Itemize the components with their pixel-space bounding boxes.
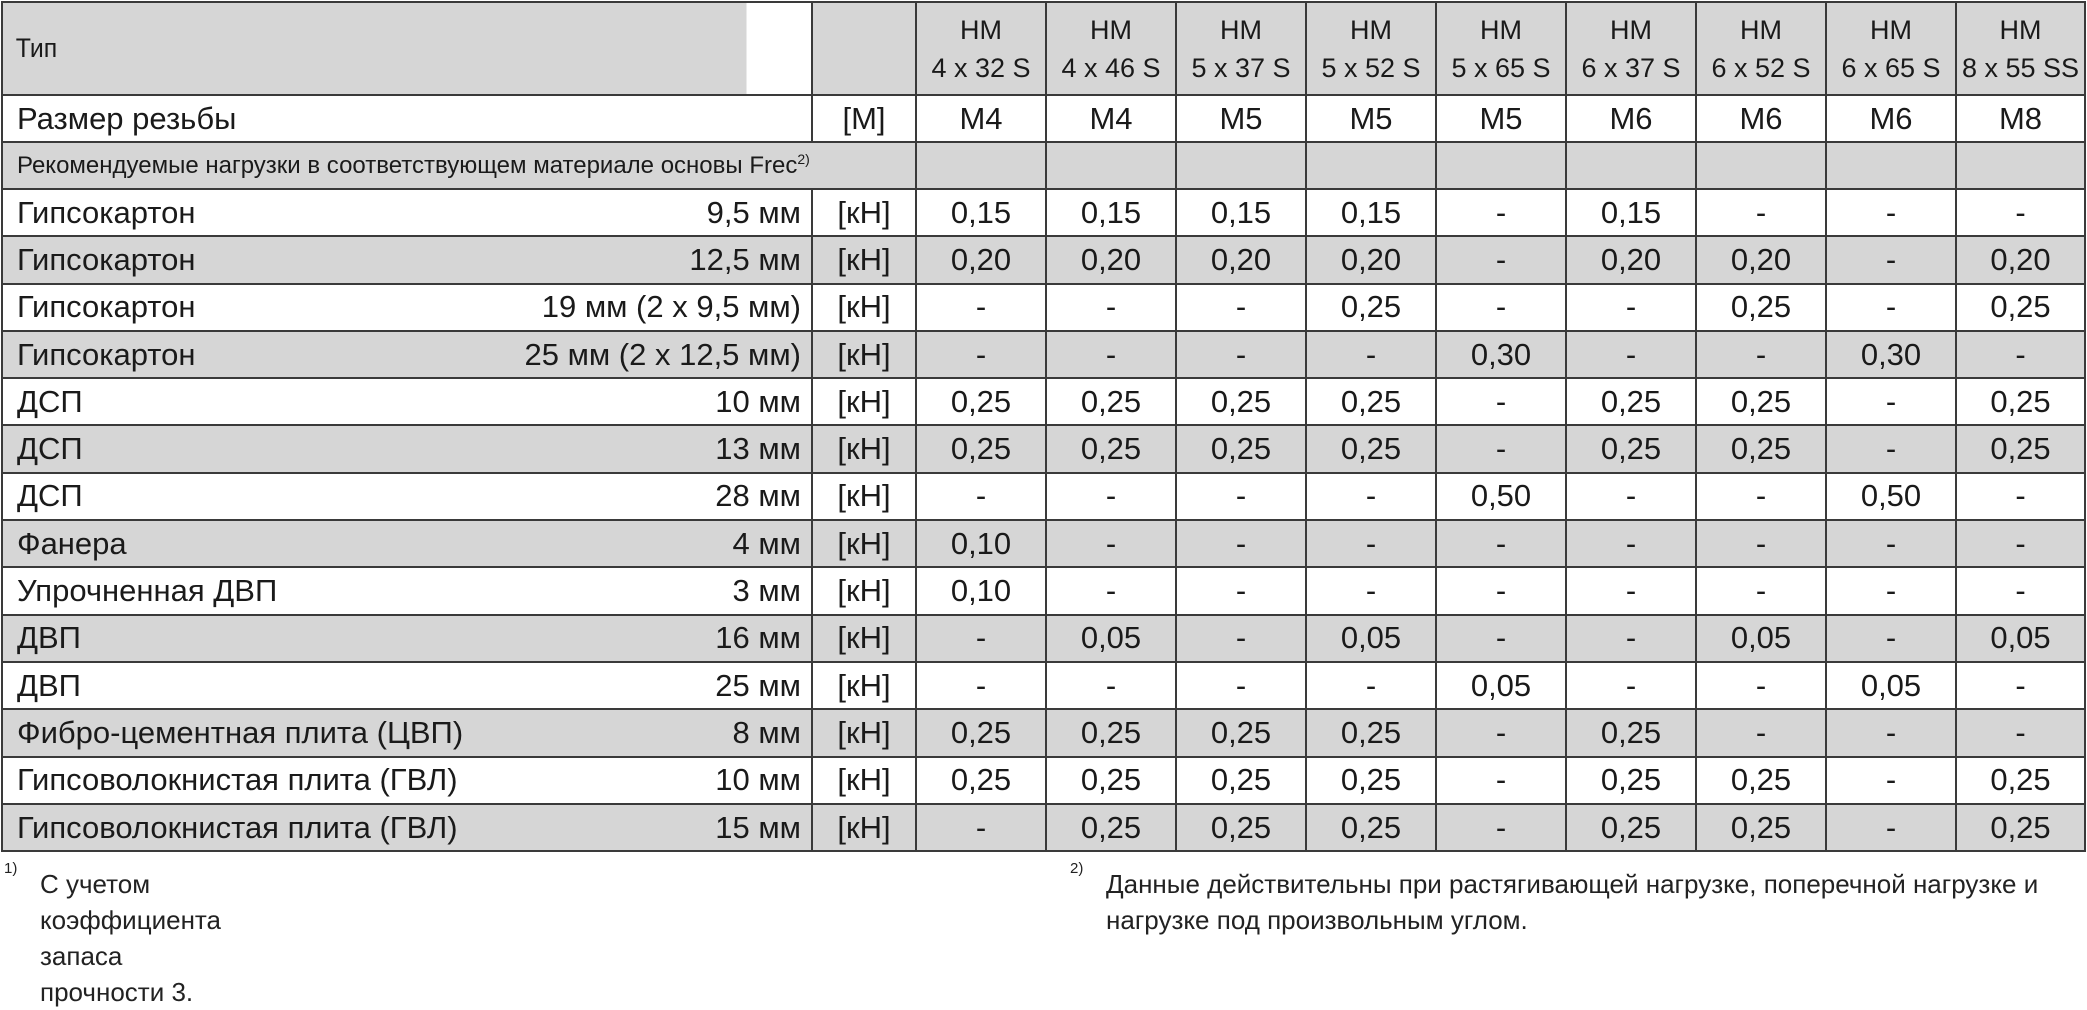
unit-cell: [кН] [812,567,916,614]
load-value-cell: - [1176,662,1306,709]
load-value-cell: - [1826,804,1956,851]
thread-size-6: M6 [1566,95,1696,142]
load-value-cell: 0,15 [1176,189,1306,236]
load-value-cell: - [1436,567,1566,614]
material-cell [2,473,812,520]
load-value-cell: 0,25 [1696,284,1826,331]
thread-size-2: M4 [1046,95,1176,142]
load-value-cell: 0,25 [1956,757,2085,804]
table-row [2,709,2085,756]
load-value-cell: - [1046,473,1176,520]
unit-cell: [кН] [812,331,916,378]
load-value-cell: - [1956,520,2085,567]
recommended-loads-row [2,142,2085,189]
load-value-cell: 0,25 [1956,804,2085,851]
material-thickness: 28 мм [715,478,801,514]
model-header-3 [1176,2,1306,95]
unit-cell: [кН] [812,284,916,331]
model-size: 8 x 55 SS [1961,52,2080,83]
load-value-cell: - [1696,709,1826,756]
material-cell [2,615,812,662]
model-series: HM [1220,14,1262,45]
unit-cell: [кН] [812,236,916,283]
model-size: 5 x 65 S [1451,52,1551,83]
material-thickness: 8 мм [732,714,801,750]
unit-cell: [кН] [812,520,916,567]
thread-size-3: M5 [1176,95,1306,142]
material-thickness: 3 мм [732,573,801,609]
load-value-cell: 0,50 [1436,473,1566,520]
load-value-cell: 0,05 [1696,615,1826,662]
thread-size-9: M8 [1956,95,2085,142]
load-value-cell: 0,10 [916,567,1046,614]
load-value-cell: - [1826,757,1956,804]
load-value-cell: 0,25 [1176,804,1306,851]
load-value-cell: 0,25 [1306,425,1436,472]
load-value-cell: - [1436,236,1566,283]
model-series: HM [1999,14,2042,45]
table-row [2,378,2085,425]
load-value-cell: 0,25 [1566,757,1696,804]
model-header-8 [1826,2,1956,95]
material-cell [2,757,812,804]
material-cell [2,567,812,614]
load-value-cell: 0,10 [916,520,1046,567]
table-row [2,567,2085,614]
unit-cell: [кН] [812,473,916,520]
recommended-blank-cell [1306,142,1436,189]
load-value-cell: 0,25 [1696,757,1826,804]
load-value-cell: 0,05 [1826,662,1956,709]
load-value-cell: - [1176,331,1306,378]
table-row [2,662,2085,709]
model-header-row [2,2,2085,95]
thread-size-4: M5 [1306,95,1436,142]
material-cell [2,425,812,472]
material-name: Фанера [17,525,127,561]
load-value-cell: - [1826,378,1956,425]
load-value-cell: - [1306,331,1436,378]
load-value-cell: 0,25 [1566,804,1696,851]
model-size: 6 x 37 S [1581,52,1681,83]
model-series: HM [1090,14,1132,45]
load-value-cell: 0,25 [916,709,1046,756]
unit-cell: [кН] [812,189,916,236]
model-size: 6 x 52 S [1711,52,1811,83]
material-cell [2,284,812,331]
table-row [2,189,2085,236]
load-value-cell: 0,25 [1046,709,1176,756]
load-value-cell: - [1436,709,1566,756]
unit-cell: [кН] [812,378,916,425]
footnote-2-mark: 2) [1070,860,1084,877]
load-table-container [1,1,2084,852]
material-thickness: 25 мм (2 x 12,5 мм) [524,336,801,372]
thread-size-1: M4 [916,95,1046,142]
load-value-cell: - [1176,284,1306,331]
table-row [2,284,2085,331]
recommended-blank-cell [1436,142,1566,189]
load-value-cell: 0,25 [916,757,1046,804]
table-row [2,615,2085,662]
model-header-7 [1696,2,1826,95]
load-value-cell: - [916,284,1046,331]
table-row [2,473,2085,520]
load-value-cell: - [1826,189,1956,236]
model-size: 5 x 52 S [1321,52,1421,83]
recommended-blank-cell [1046,142,1176,189]
load-value-cell: 0,05 [1436,662,1566,709]
material-name: Гипсоволокнистая плита (ГВЛ) [17,762,458,798]
load-value-cell: 0,25 [1566,378,1696,425]
load-value-cell: 0,25 [1566,709,1696,756]
load-value-cell: - [1436,189,1566,236]
model-header-1 [916,2,1046,95]
model-header-4 [1306,2,1436,95]
load-value-cell: 0,25 [916,378,1046,425]
model-series: HM [1610,14,1652,45]
recommended-blank-cell [1176,142,1306,189]
thread-size-7: M6 [1696,95,1826,142]
model-series: HM [1480,14,1522,45]
material-name: ДСП [17,383,83,419]
material-thickness: 10 мм [715,383,801,419]
load-value-cell: - [1436,757,1566,804]
load-value-cell: - [1046,662,1176,709]
unit-cell: [кН] [812,615,916,662]
load-value-cell: - [1566,473,1696,520]
model-size: 4 x 46 S [1061,52,1161,83]
load-value-cell: 0,05 [1306,615,1436,662]
load-value-cell: - [1046,520,1176,567]
load-value-cell: 0,30 [1826,331,1956,378]
model-header-9 [1956,2,2085,95]
table-row [2,520,2085,567]
load-value-cell: - [1696,567,1826,614]
load-value-cell: - [916,615,1046,662]
load-value-cell: 0,25 [1696,425,1826,472]
load-value-cell: 0,25 [1696,804,1826,851]
footnote-1-text: С учетом коэффициента запаса прочности 3. [40,869,222,1007]
load-value-cell: - [1956,473,2085,520]
material-name: ДВП [17,667,81,703]
material-cell [2,804,812,851]
load-value-cell: - [1046,567,1176,614]
material-cell [2,709,812,756]
load-value-cell: - [1046,284,1176,331]
load-value-cell: 0,25 [1306,804,1436,851]
model-series: HM [960,14,1002,45]
load-value-cell: 0,20 [1306,236,1436,283]
load-value-cell: 0,25 [1566,425,1696,472]
recommended-blank-cell [916,142,1046,189]
table-row [2,757,2085,804]
load-value-cell: - [1306,473,1436,520]
material-name: Гипсокартон [17,289,196,325]
table-row [2,804,2085,851]
load-value-cell: 0,25 [1306,757,1436,804]
load-value-cell: 0,50 [1826,473,1956,520]
load-value-cell: 0,30 [1436,331,1566,378]
load-value-cell: 0,15 [1306,189,1436,236]
footnote-2-text: Данные действительны при растягивающей нагрузке, поперечной нагрузке и нагрузке под произвольным углом. [1106,869,2039,935]
unit-cell: [кН] [812,757,916,804]
load-value-cell: 0,25 [1306,284,1436,331]
material-thickness: 4 мм [732,525,801,561]
load-value-cell: 0,25 [1176,709,1306,756]
material-name: Фибро-цементная плита (ЦВП) [17,714,464,750]
load-value-cell: - [1956,331,2085,378]
load-value-cell: - [1826,236,1956,283]
load-value-cell: 0,25 [1046,425,1176,472]
load-value-cell: - [1696,189,1826,236]
type-unit-cell [812,2,916,95]
material-thickness: 16 мм [715,620,801,656]
load-value-cell: - [1176,473,1306,520]
load-value-cell: 0,15 [1566,189,1696,236]
load-value-cell: 0,25 [1046,378,1176,425]
load-value-cell: - [1956,567,2085,614]
thread-size-row [2,95,2085,142]
load-value-cell: - [1176,520,1306,567]
footnote-1-mark: 1) [4,860,18,877]
footnote-ref-2: 2) [797,151,810,167]
load-value-cell: 0,20 [1696,236,1826,283]
model-series: HM [1740,14,1782,45]
load-value-cell: - [1826,567,1956,614]
model-header-5 [1436,2,1566,95]
recommended-blank-cell [1956,142,2085,189]
load-value-cell: 0,25 [1306,378,1436,425]
load-value-cell: - [1306,662,1436,709]
load-value-cell: 0,25 [1046,804,1176,851]
recommended-blank-cell [1696,142,1826,189]
load-value-cell: 0,25 [1046,757,1176,804]
model-header-2 [1046,2,1176,95]
recommended-blank-cell [1566,142,1696,189]
load-value-cell: - [1956,709,2085,756]
material-name: Гипсокартон [17,194,196,230]
load-value-cell: 0,15 [1046,189,1176,236]
load-value-cell: - [1826,425,1956,472]
material-name: Гипсокартон [17,241,196,277]
load-value-cell: 0,25 [1956,284,2085,331]
load-value-cell: - [1826,615,1956,662]
unit-cell: [кН] [812,709,916,756]
load-value-cell: 0,20 [916,236,1046,283]
table-row [2,236,2085,283]
load-value-cell: - [1306,567,1436,614]
material-cell [2,662,812,709]
load-value-cell: - [1566,567,1696,614]
load-value-cell: - [1956,189,2085,236]
load-value-cell: - [1826,520,1956,567]
material-thickness: 15 мм [715,809,801,845]
load-value-cell: 0,25 [1696,378,1826,425]
load-value-cell: - [1436,615,1566,662]
material-thickness: 9,5 мм [706,194,801,230]
table-row [2,425,2085,472]
load-value-cell: - [1046,331,1176,378]
material-cell [2,378,812,425]
model-size: 4 x 32 S [931,52,1031,83]
load-value-cell: - [1176,615,1306,662]
thread-size-label: Размер резьбы [2,95,812,142]
load-value-cell: 0,05 [1956,615,2085,662]
load-value-cell: 0,25 [1956,378,2085,425]
load-value-cell: - [916,662,1046,709]
unit-cell: [кН] [812,425,916,472]
load-value-cell: - [1566,662,1696,709]
load-value-cell: 0,25 [1176,378,1306,425]
model-size: 5 x 37 S [1191,52,1291,83]
material-thickness: 25 мм [715,667,801,703]
load-value-cell: - [1956,662,2085,709]
load-value-cell: - [1566,615,1696,662]
load-value-cell: 0,20 [1956,236,2085,283]
thread-size-5: M5 [1436,95,1566,142]
load-value-cell: 0,20 [1046,236,1176,283]
material-name: ДСП [17,478,83,514]
load-value-cell: - [1436,425,1566,472]
material-cell [2,236,812,283]
load-value-cell: 0,05 [1046,615,1176,662]
thread-unit: [M] [812,95,916,142]
unit-cell: [кН] [812,662,916,709]
load-value-cell: 0,25 [1176,757,1306,804]
load-value-cell: - [1566,331,1696,378]
material-thickness: 10 мм [715,762,801,798]
load-value-cell: 0,25 [916,425,1046,472]
load-value-cell: - [1436,520,1566,567]
load-value-cell: - [1826,284,1956,331]
table-row [2,331,2085,378]
load-value-cell: - [1696,473,1826,520]
load-value-cell: 0,25 [1306,709,1436,756]
load-table [1,1,2086,852]
load-value-cell: - [1696,662,1826,709]
material-thickness: 19 мм (2 x 9,5 мм) [541,289,801,325]
load-value-cell: 0,15 [916,189,1046,236]
recommended-loads-label: Рекомендуемые нагрузки в соответствующем материале основы Frec$^{2)}$ [2,142,916,189]
model-series: HM [1870,14,1912,45]
model-header-6 [1566,2,1696,95]
load-value-cell: - [1566,520,1696,567]
material-name: ДСП [17,431,83,467]
load-value-cell: 0,25 [1176,425,1306,472]
unit-cell: [кН] [812,804,916,851]
thread-size-8: M6 [1826,95,1956,142]
load-value-cell: - [1826,709,1956,756]
material-cell [2,520,812,567]
material-name: Гипсоволокнистая плита (ГВЛ) [17,809,458,845]
load-value-cell: - [1436,804,1566,851]
load-value-cell: - [1306,520,1436,567]
material-name: Гипсокартон [17,336,196,372]
load-value-cell: 0,25 [1956,425,2085,472]
material-thickness: 12,5 мм [689,241,801,277]
load-value-cell: 0,20 [1566,236,1696,283]
recommended-blank-cell [1826,142,1956,189]
model-series: HM [1350,14,1392,45]
model-size: 6 x 65 S [1841,52,1941,83]
load-value-cell: - [1566,284,1696,331]
type-label: Тип [2,2,747,95]
material-name: ДВП [17,620,81,656]
load-value-cell: - [1696,331,1826,378]
load-value-cell: - [1436,284,1566,331]
load-value-cell: - [1176,567,1306,614]
material-cell [2,331,812,378]
load-value-cell: - [916,804,1046,851]
load-value-cell: - [1696,520,1826,567]
load-value-cell: 0,20 [1176,236,1306,283]
material-thickness: 13 мм [715,431,801,467]
material-name: Упрочненная ДВП [17,573,278,609]
load-value-cell: - [1436,378,1566,425]
load-value-cell: - [916,331,1046,378]
load-value-cell: - [916,473,1046,520]
material-cell [2,189,812,236]
